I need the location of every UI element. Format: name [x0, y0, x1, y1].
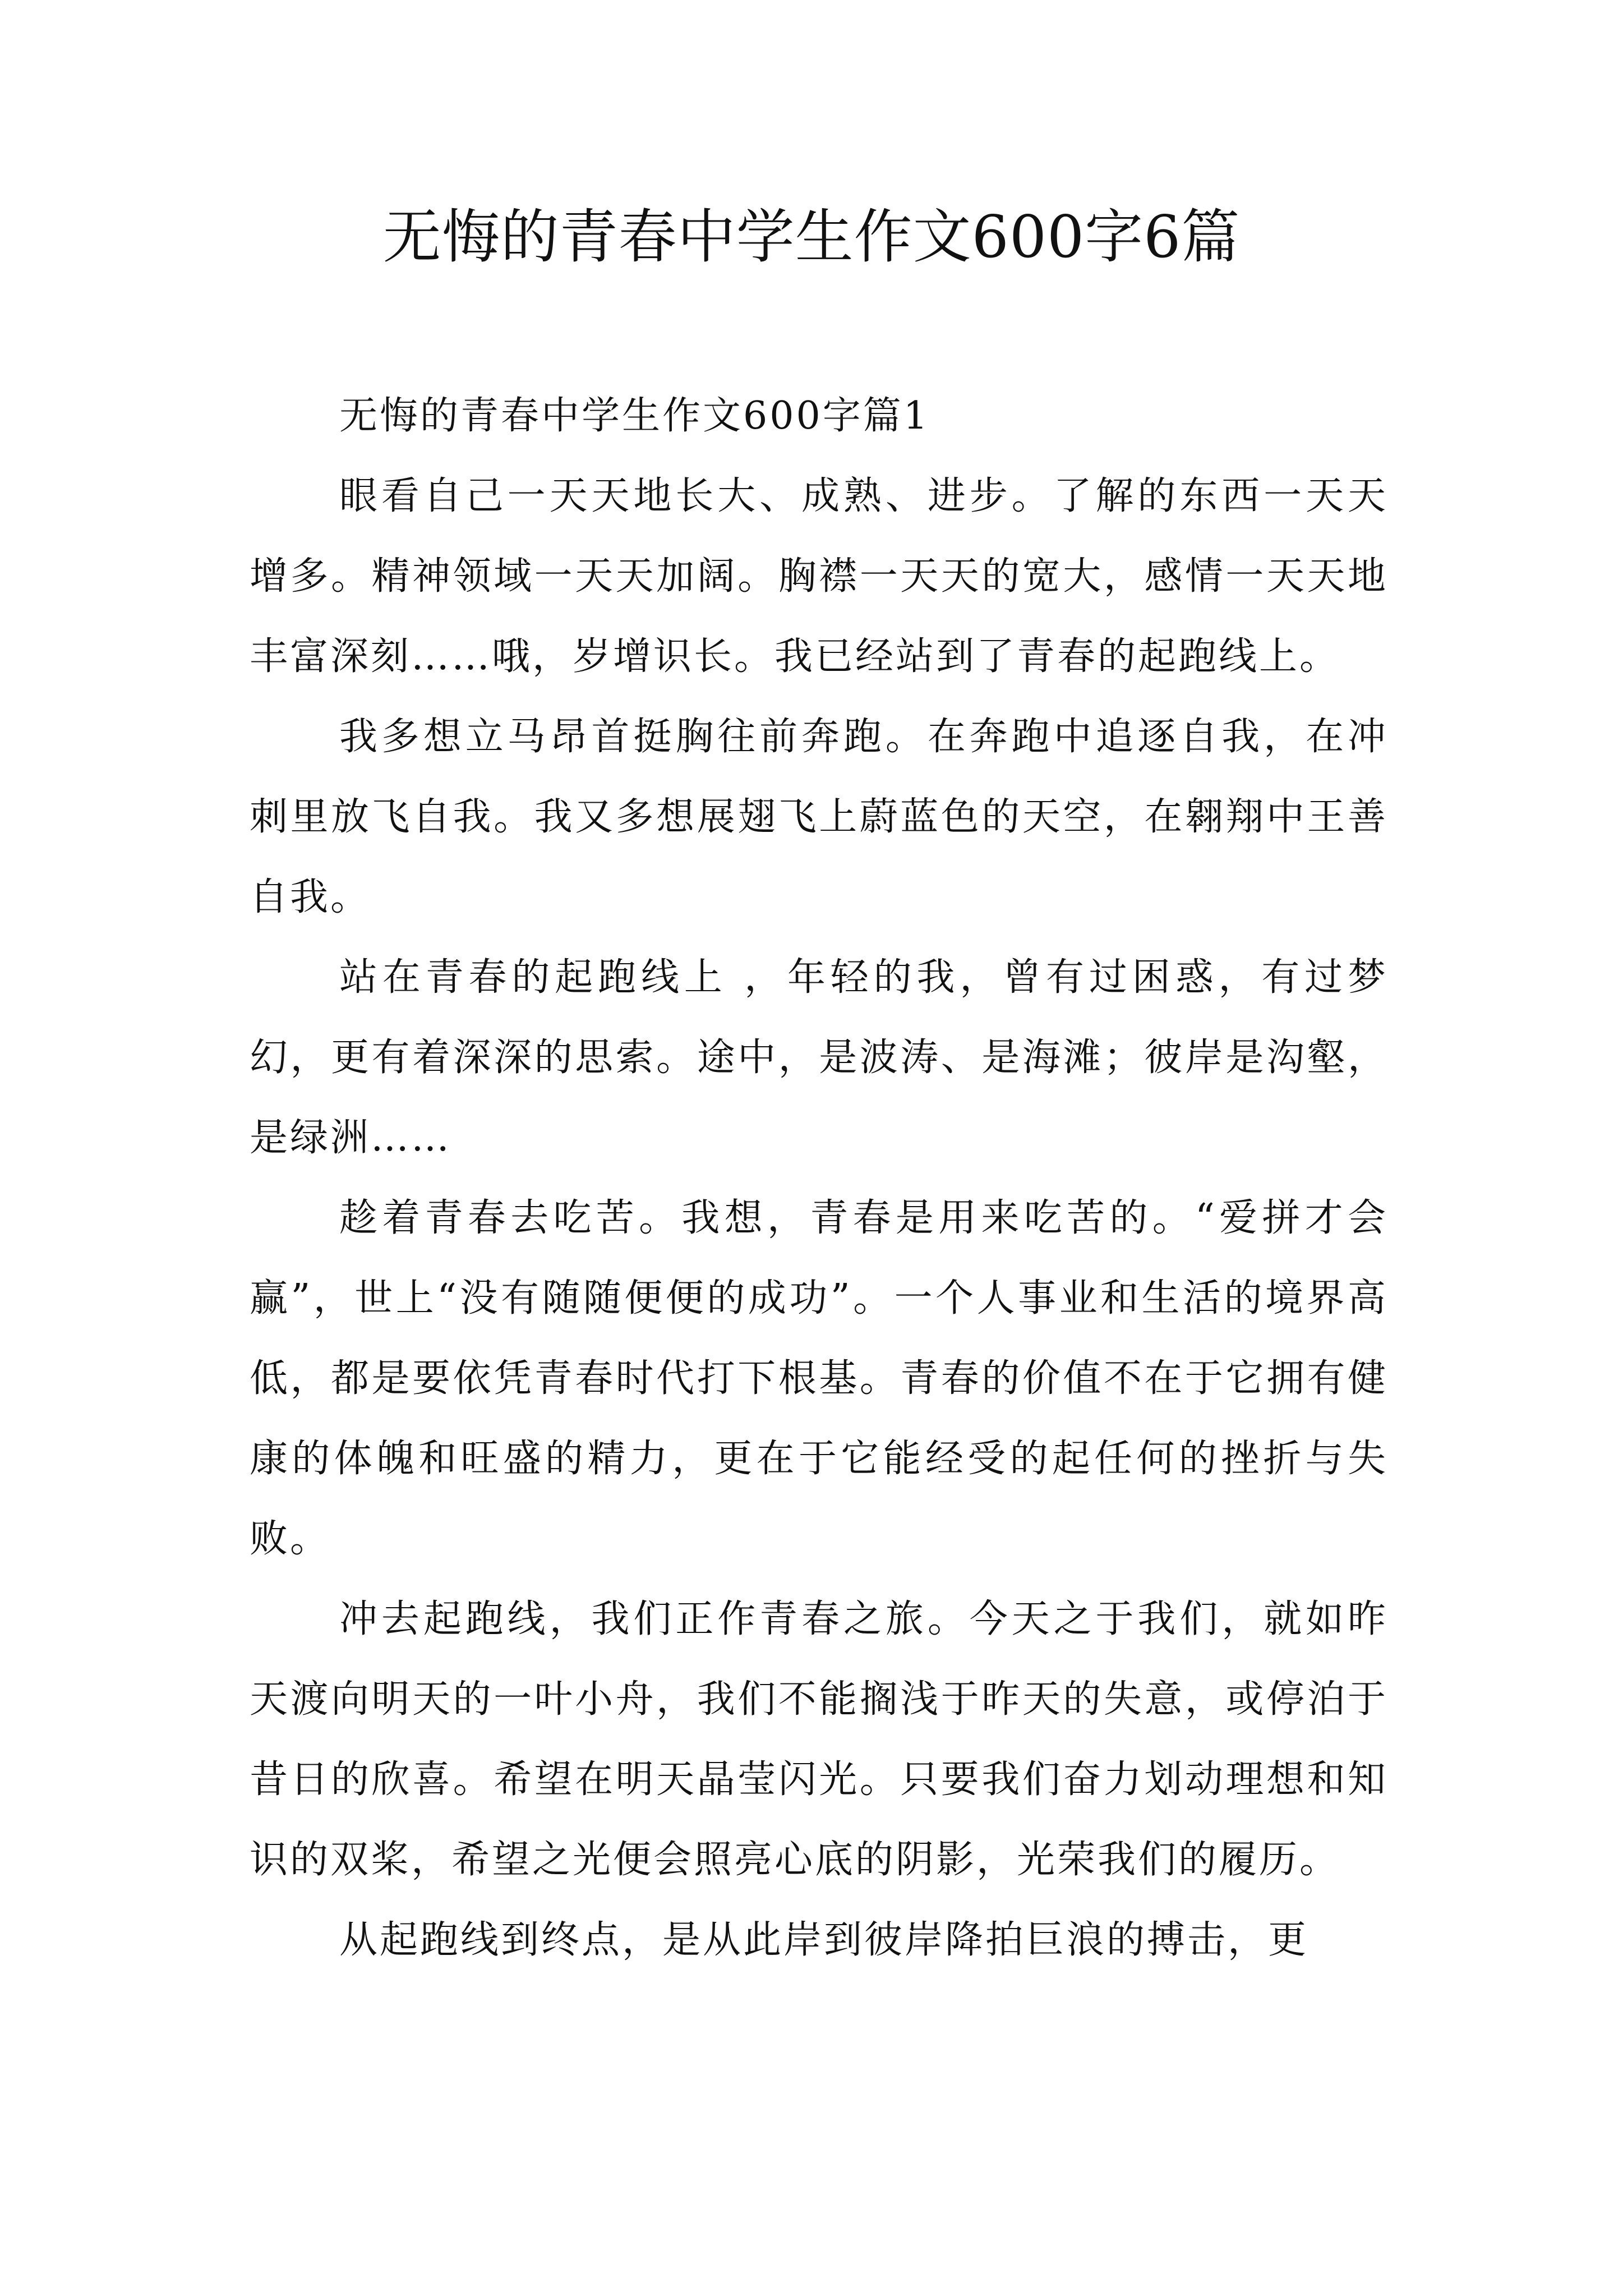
paragraph-3: 站在青春的起跑线上 ，年轻的我，曾有过困惑，有过梦幻，更有着深深的思索。途中，是波涛、是海滩；彼岸是沟壑，是绿洲……: [250, 955, 1388, 1160]
paragraph-4: 趁着青春去吃苦。我想，青春是用来吃苦的。“爱拼才会赢”，世上“没有随随便便的成功”。一个人事业和生活的境界高低，都是要依凭青春时代打下根基。青春的价值不在于它拥有健康的体魄和旺盛的精力，更在于它能经受的起任何的挫折与失败。: [250, 1196, 1388, 1561]
document-body: [250, 376, 1388, 1980]
paragraph-1: 眼看自己一天天地长大、成熟、进步。了解的东西一天天增多。精神领域一天天加阔。胸襟一天天的宽大，感情一天天地丰富深刻……哦，岁增识长。我已经站到了青春的起跑线上。: [250, 474, 1388, 679]
paragraph-5: 冲去起跑线，我们正作青春之旅。今天之于我们，就如昨天渡向明天的一叶小舟，我们不能搁浅于昨天的失意，或停泊于昔日的欣喜。希望在明天晶莹闪光。只要我们奋力划动理想和知识的双桨，希望之光便会照亮心底的阴影，光荣我们的履历。: [250, 1597, 1388, 1882]
document-title: 无悔的青春中学生作文600字6篇: [382, 203, 1241, 271]
paragraph-2: 我多想立马昂首挺胸往前奔跑。在奔跑中追逐自我，在冲刺里放飞自我。我又多想展翅飞上蔚蓝色的天空，在翱翔中王善自我。: [250, 715, 1388, 919]
paragraph-6: 从起跑线到终点，是从此岸到彼岸降拍巨浪的搏击，更: [339, 1918, 1309, 1962]
section-heading: 无悔的青春中学生作文600字篇1: [339, 394, 930, 438]
